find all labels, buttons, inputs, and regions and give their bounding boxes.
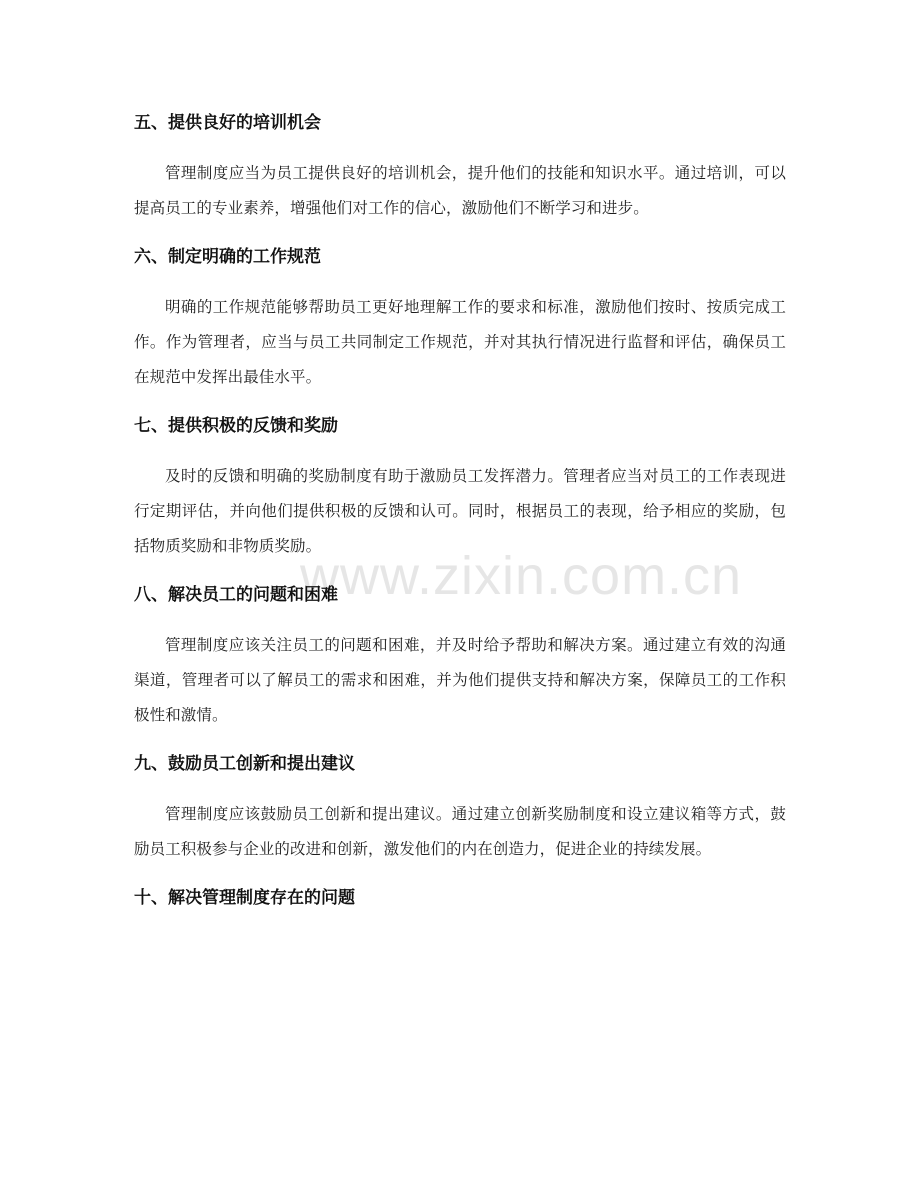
section-heading: 八、解决员工的问题和困难 <box>134 585 338 605</box>
section-5 <box>134 106 786 226</box>
section-heading: 十、解决管理制度存在的问题 <box>134 888 355 908</box>
section-8 <box>134 578 786 733</box>
document-content <box>134 106 786 931</box>
section-heading: 九、鼓励员工创新和提出建议 <box>134 754 355 774</box>
section-10 <box>134 881 786 915</box>
section-heading: 六、制定明确的工作规范 <box>134 247 321 267</box>
section-paragraph: 明确的工作规范能够帮助员工更好地理解工作的要求和标准，激励他们按时、按质完成工作。作为管理者，应当与员工共同制定工作规范，并对其执行情况进行监督和评估，确保员工在规范中发挥出最佳水平。 <box>134 298 786 386</box>
section-heading: 五、提供良好的培训机会 <box>134 113 321 133</box>
section-paragraph: 及时的反馈和明确的奖励制度有助于激励员工发挥潜力。管理者应当对员工的工作表现进行定期评估，并向他们提供积极的反馈和认可。同时，根据员工的表现，给予相应的奖励，包括物质奖励和非物质奖励。 <box>134 467 786 555</box>
section-9 <box>134 747 786 867</box>
section-6 <box>134 240 786 395</box>
watermark: www.zixin.com.cn <box>300 546 743 606</box>
section-paragraph: 管理制度应该鼓励员工创新和提出建议。通过建立创新奖励制度和设立建议箱等方式，鼓励员工积极参与企业的改进和创新，激发他们的内在创造力，促进企业的持续发展。 <box>134 805 786 858</box>
section-7 <box>134 409 786 564</box>
section-paragraph: 管理制度应当为员工提供良好的培训机会，提升他们的技能和知识水平。通过培训，可以提高员工的专业素养，增强他们对工作的信心，激励他们不断学习和进步。 <box>134 164 786 217</box>
section-paragraph: 管理制度应该关注员工的问题和困难，并及时给予帮助和解决方案。通过建立有效的沟通渠道，管理者可以了解员工的需求和困难，并为他们提供支持和解决方案，保障员工的工作积极性和激情。 <box>134 636 786 724</box>
section-heading: 七、提供积极的反馈和奖励 <box>134 416 338 436</box>
